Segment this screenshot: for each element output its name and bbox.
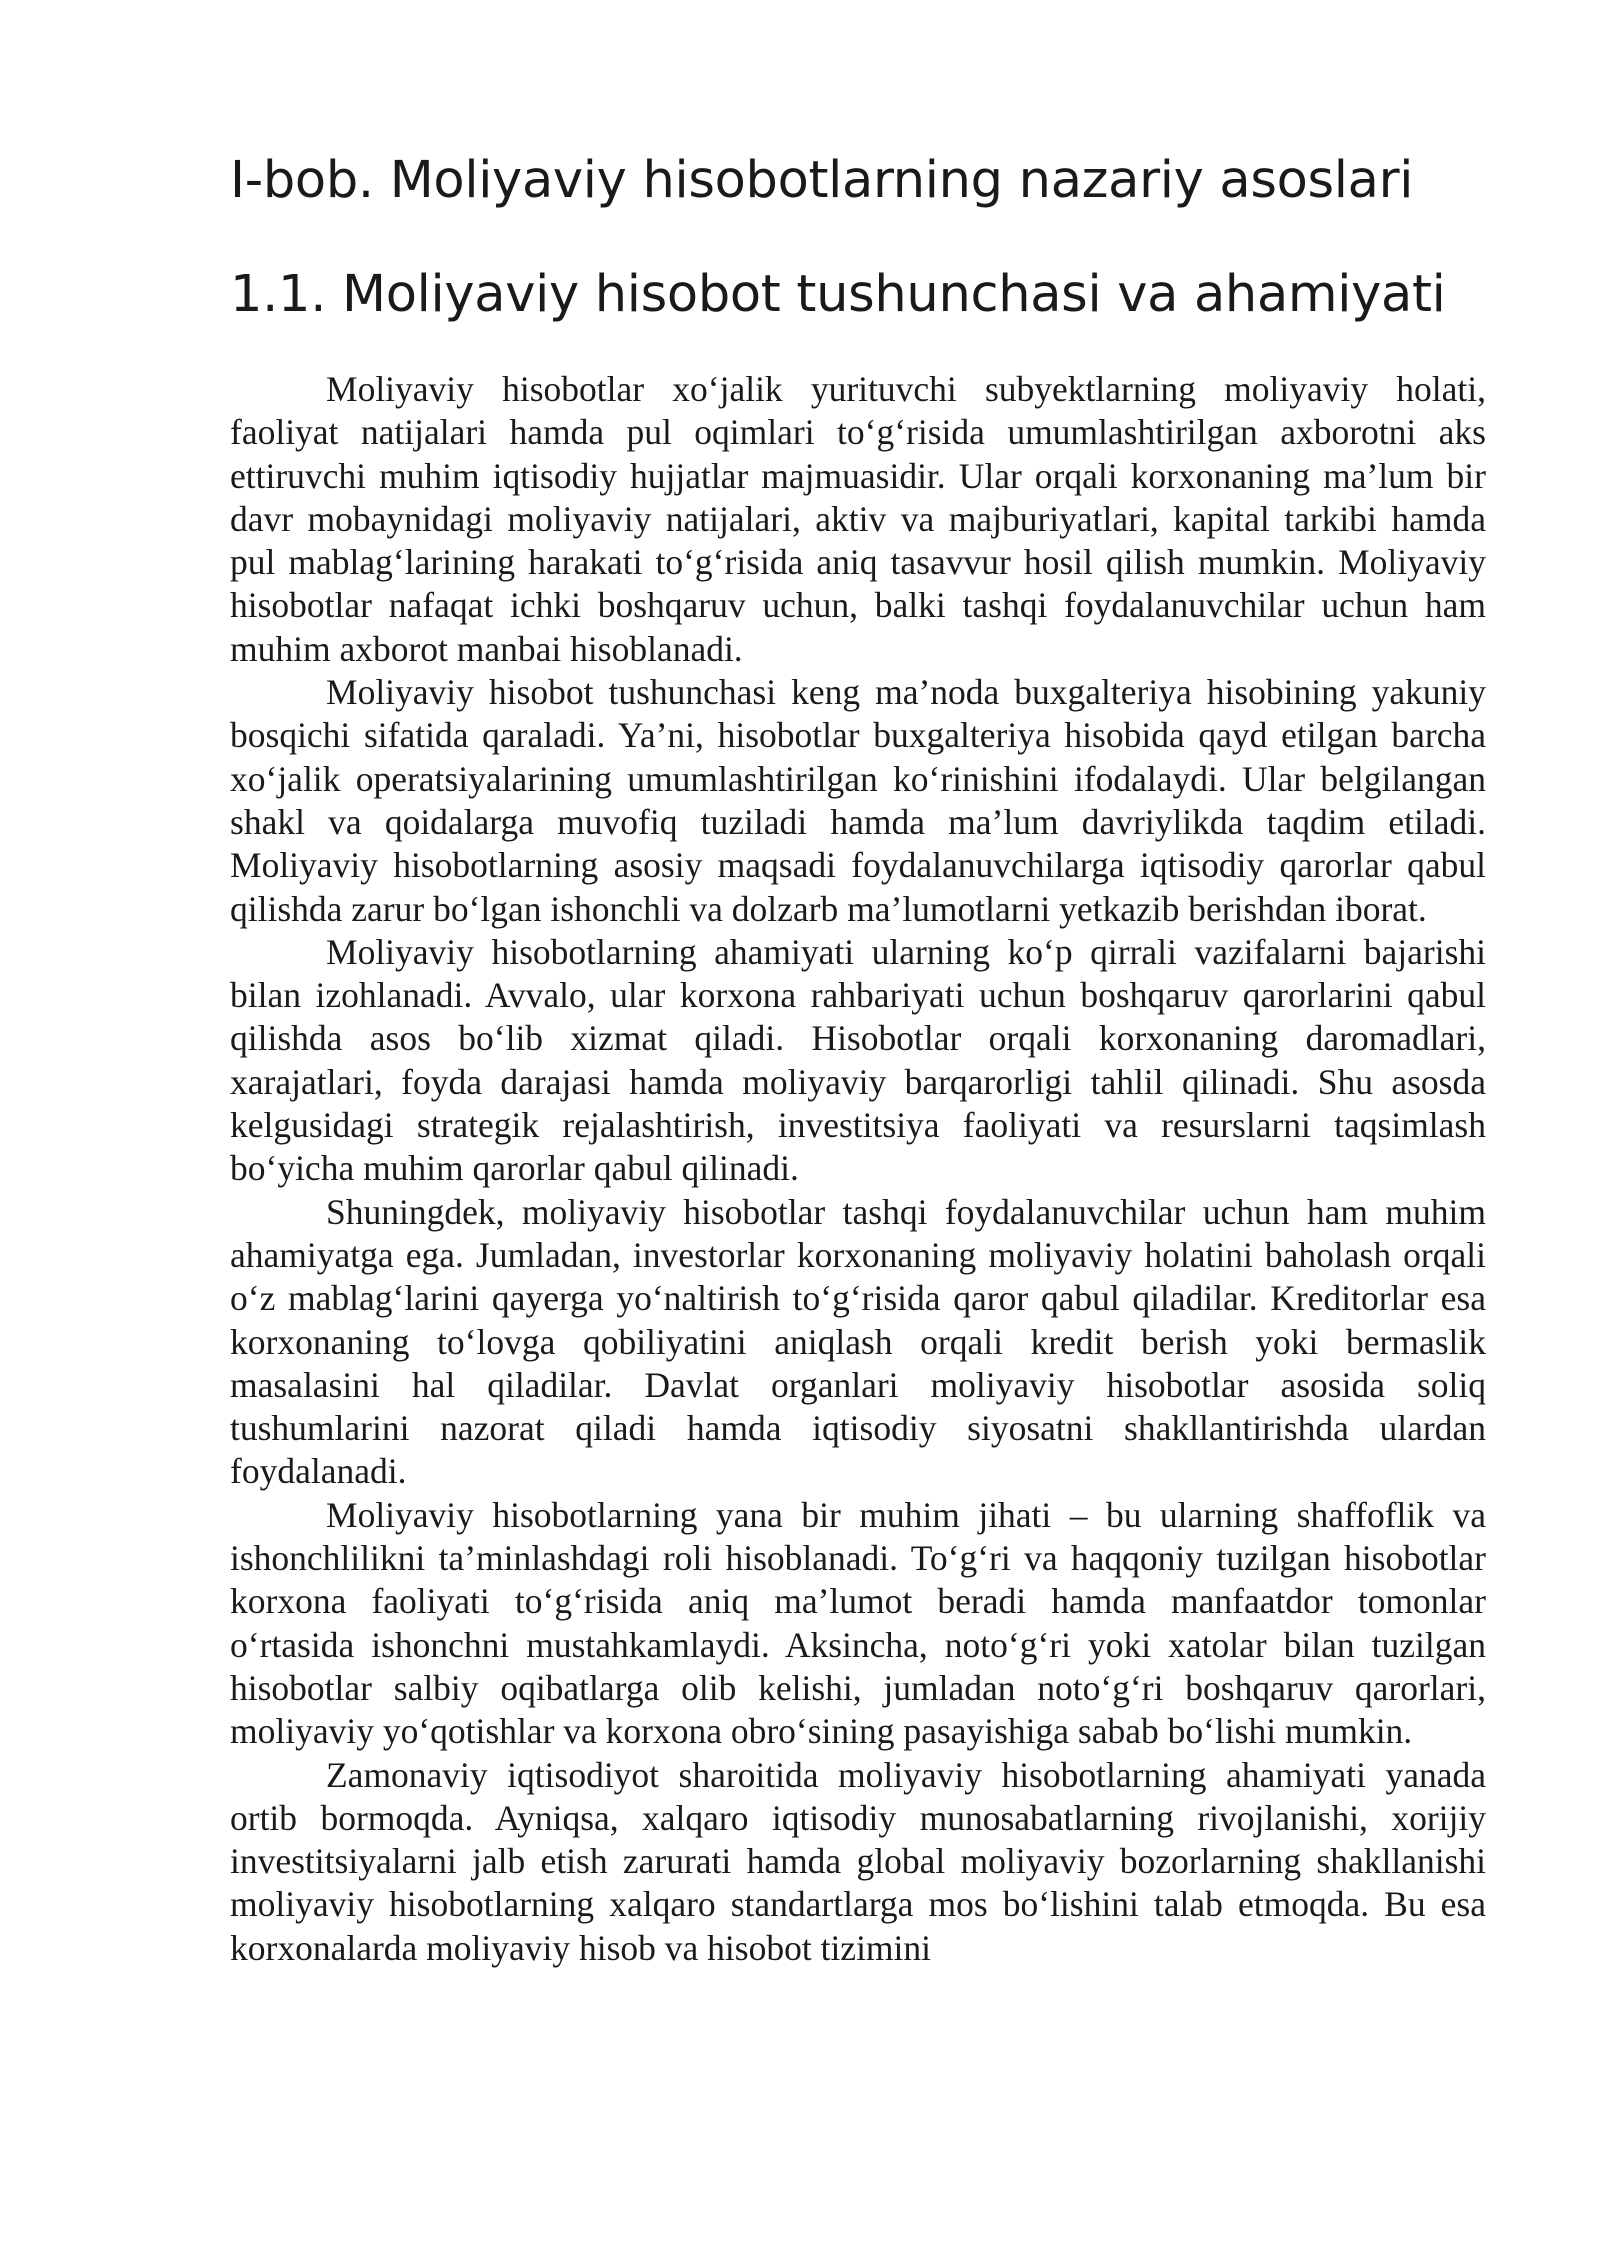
paragraph: Moliyaviy hisobotlarning yana bir muhim jihati – bu ularning shaffoflik va ishonchlilikni ta’minlashdagi roli hisoblanadi. To‘g‘ri va haqqoniy tuzilgan hisobotlar korxona faoliyati to‘g‘risida aniq ma’lumot beradi hamda manfaatdor tomonlar o‘rtasida ishonchni mustahkamlaydi. Aksincha, noto‘g‘ri yoki xatolar bilan tuzilgan hisobotlar salbiy oqibatlarga olib kelishi, jumladan noto‘g‘ri boshqaruv qarorlari, moliyaviy yo‘qotishlar va korxona obro‘sining pasayishiga sabab bo‘lishi mumkin.	[230, 1494, 1486, 1752]
chapter-title: I-bob. Moliyaviy hisobotlarning nazariy asoslari	[230, 151, 1414, 210]
body-text	[230, 368, 1486, 1970]
paragraph: Moliyaviy hisobotlar xo‘jalik yurituvchi subyektlarning moliyaviy holati, faoliyat natijalari hamda pul oqimlari to‘g‘risida umumlashtirilgan axborotni aks ettiruvchi muhim iqtisodiy hujjatlar majmuasidir. Ular orqali korxonaning ma’lum bir davr mobaynidagi moliyaviy natijalari, aktiv va majburiyatlari, kapital tarkibi hamda pul mablag‘larining harakati to‘g‘risida aniq tasavvur hosil qilish mumkin. Moliyaviy hisobotlar nafaqat ichki boshqaruv uchun, balki tashqi foydalanuvchilar uchun ham muhim axborot manbai hisoblanadi.	[230, 369, 1486, 669]
paragraph: Moliyaviy hisobot tushunchasi keng ma’noda buxgalteriya hisobining yakuniy bosqichi sifatida qaraladi. Ya’ni, hisobotlar buxgalteriya hisobida qayd etilgan barcha xo‘jalik operatsiyalarining umumlashtirilgan ko‘rinishini ifodalaydi. Ular belgilangan shakl va qoidalarga muvofiq tuziladi hamda ma’lum davriylikda taqdim etiladi. Moliyaviy hisobotlarning asosiy maqsadi foydalanuvchilarga iqtisodiy qarorlar qabul qilishda zarur bo‘lgan ishonchli va dolzarb ma’lumotlarni yetkazib berishdan iborat.	[230, 672, 1486, 929]
paragraph: Moliyaviy hisobotlarning ahamiyati ularning ko‘p qirrali vazifalarni bajarishi bilan izohlanadi. Avvalo, ular korxona rahbariyati uchun boshqaruv qarorlarini qabul qilishda asos bo‘lib xizmat qiladi. Hisobotlar orqali korxonaning daromadlari, xarajatlari, foyda darajasi hamda moliyaviy barqarorligi tahlil qilinadi. Shu asosda kelgusidagi strategik rejalashtirish, investitsiya faoliyati va resurslarni taqsimlash bo‘yicha muhim qarorlar qabul qilinadi.	[230, 931, 1486, 1189]
paragraph: Zamonaviy iqtisodiyot sharoitida moliyaviy hisobotlarning ahamiyati yanada ortib bormoqda. Ayniqsa, xalqaro iqtisodiy munosabatlarning rivojlanishi, xorijiy investitsiyalarni jalb etish zarurati hamda global moliyaviy bozorlarning shakllanishi moliyaviy hisobotlarning xalqaro standartlarga mos bo‘lishini talab etmoqda. Bu esa korxonalarda moliyaviy hisob va hisobot tizimini	[230, 1754, 1486, 1968]
paragraph: Shuningdek, moliyaviy hisobotlar tashqi foydalanuvchilar uchun ham muhim ahamiyatga ega. Jumladan, investorlar korxonaning moliyaviy holatini baholash orqali o‘z mablag‘larini qayerga yo‘naltirish to‘g‘risida qaror qabul qiladilar. Kreditorlar esa korxonaning to‘lovga qobiliyatini aniqlash orqali kredit berish yoki bermaslik masalasini hal qiladilar. Davlat organlari moliyaviy hisobotlar asosida soliq tushumlarini nazorat qiladi hamda iqtisodiy siyosatni shakllantirishda ulardan foydalanadi.	[230, 1191, 1486, 1492]
document-page	[230, 150, 1486, 1970]
section-title: 1.1. Moliyaviy hisobot tushunchasi va ahamiyati	[230, 265, 1446, 324]
